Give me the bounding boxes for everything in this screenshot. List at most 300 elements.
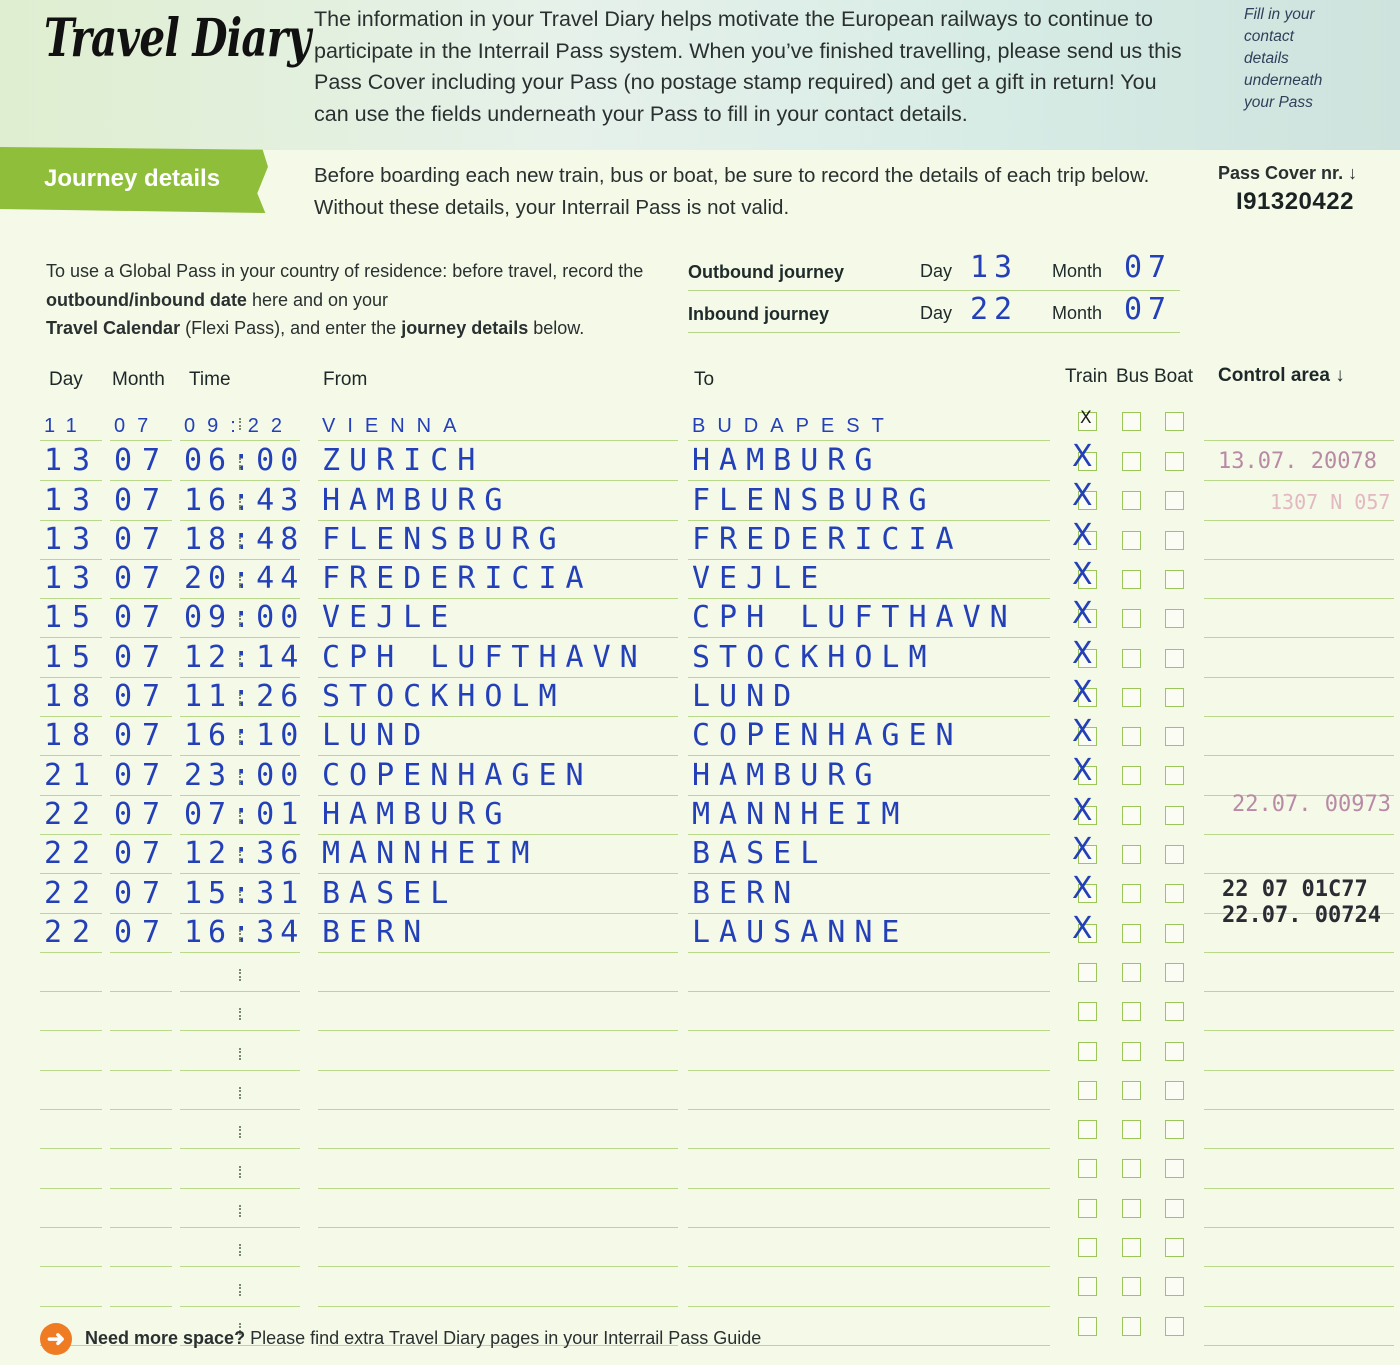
to-cell[interactable] xyxy=(688,1031,1050,1071)
table-row xyxy=(40,556,1400,599)
table-row xyxy=(40,714,1400,756)
boat-checkbox[interactable] xyxy=(1165,884,1184,903)
day-cell[interactable] xyxy=(40,952,102,992)
fill-note-line: your Pass xyxy=(1244,94,1313,111)
time-cell[interactable] xyxy=(180,638,305,678)
day-cell[interactable] xyxy=(40,480,102,520)
control-area-cell xyxy=(1204,1031,1394,1071)
from-value: STOCKHOLM xyxy=(322,679,566,715)
from-cell[interactable] xyxy=(318,1070,678,1110)
time-value: 18:48 xyxy=(184,521,305,557)
month-label: Month xyxy=(1052,261,1103,281)
day-label: Day xyxy=(920,261,953,281)
from-cell[interactable] xyxy=(318,913,678,953)
global-pass-note xyxy=(46,257,646,343)
month-value: 07 xyxy=(114,757,171,793)
boat-checkbox[interactable] xyxy=(1165,1277,1184,1296)
to-value: HAMBURG xyxy=(692,757,882,793)
month-value: 07 xyxy=(114,415,161,438)
note-text: (Flexi Pass), and enter the xyxy=(180,318,402,338)
pass-cover-number: I91320422 xyxy=(1236,188,1354,215)
to-cell[interactable] xyxy=(688,677,1050,717)
to-value: LUND xyxy=(692,679,801,715)
note-bold: journey details xyxy=(401,318,529,338)
day-value: 13 xyxy=(44,521,101,557)
time-value: 11:26 xyxy=(184,679,305,715)
time-cell[interactable] xyxy=(180,520,305,560)
time-cell[interactable] xyxy=(180,677,305,717)
from-cell[interactable] xyxy=(318,1266,678,1306)
month-value: 07 xyxy=(114,679,171,715)
train-check-mark: X xyxy=(1072,753,1093,789)
train-checkbox[interactable] xyxy=(1078,963,1097,982)
note-text: To use a Global Pass in your country of residence: before travel, record the xyxy=(46,261,644,281)
from-cell[interactable] xyxy=(318,1109,678,1149)
day-cell[interactable] xyxy=(40,401,102,441)
to-value: LAUSANNE xyxy=(692,914,909,950)
month-cell[interactable] xyxy=(110,755,172,795)
control-area-cell xyxy=(1204,677,1394,717)
table-row xyxy=(40,832,1400,874)
inbound-day-field[interactable]: 22 xyxy=(970,292,1019,327)
train-checkbox[interactable] xyxy=(1078,1120,1097,1139)
time-cell[interactable] xyxy=(180,1227,300,1267)
bus-checkbox[interactable] xyxy=(1122,727,1141,746)
boat-checkbox[interactable] xyxy=(1165,412,1184,431)
empty-row xyxy=(40,1267,1400,1306)
boat-checkbox[interactable] xyxy=(1165,570,1184,589)
bus-checkbox[interactable] xyxy=(1122,1199,1141,1218)
day-cell[interactable] xyxy=(40,1109,102,1149)
from-cell[interactable] xyxy=(318,1148,678,1188)
bus-checkbox[interactable] xyxy=(1122,1238,1141,1257)
arrow-right-icon: ➜ xyxy=(40,1323,72,1355)
time-cell[interactable] xyxy=(180,598,305,638)
from-cell[interactable] xyxy=(318,520,678,560)
empty-row xyxy=(40,1110,1400,1149)
train-check-mark: X xyxy=(1072,910,1093,946)
month-cell[interactable] xyxy=(110,795,172,835)
boat-checkbox[interactable] xyxy=(1165,1042,1184,1061)
intro-text: The information in your Travel Diary helps motivate the European railways to continue to participate in the Interrail Pass system. When you’ve finished travelling, please send us this Pass Cover including your Pass (no postage stamp required) and get a gift in return! You can use the fields underneath your Pass to fill in your contact details. xyxy=(314,7,1182,126)
month-cell[interactable] xyxy=(110,559,172,599)
to-cell[interactable] xyxy=(688,559,1050,599)
from-cell[interactable] xyxy=(318,401,678,441)
inbound-month-field[interactable]: 07 xyxy=(1124,292,1173,327)
month-cell[interactable] xyxy=(110,480,172,520)
train-check-mark: X xyxy=(1072,714,1093,750)
outbound-day-field[interactable]: 13 xyxy=(970,250,1019,285)
to-cell[interactable] xyxy=(688,598,1050,638)
time-cell[interactable] xyxy=(180,952,300,992)
bus-checkbox[interactable] xyxy=(1122,452,1141,471)
from-value: BERN xyxy=(322,914,431,950)
month-cell[interactable] xyxy=(110,716,172,756)
month-cell[interactable] xyxy=(110,1031,172,1071)
col-bus: Bus xyxy=(1116,366,1149,387)
to-value: COPENHAGEN xyxy=(692,718,963,754)
from-cell[interactable] xyxy=(318,480,678,520)
from-cell[interactable] xyxy=(318,598,678,638)
table-row xyxy=(40,517,1400,560)
day-cell[interactable] xyxy=(40,598,102,638)
to-cell[interactable] xyxy=(688,1070,1050,1110)
to-value: FREDERICIA xyxy=(692,521,963,557)
day-cell[interactable] xyxy=(40,873,102,913)
time-cell[interactable] xyxy=(180,716,305,756)
bus-checkbox[interactable] xyxy=(1122,924,1141,943)
bus-checkbox[interactable] xyxy=(1122,845,1141,864)
col-control-area: Control area ↓ xyxy=(1218,365,1345,386)
bus-checkbox[interactable] xyxy=(1122,1317,1141,1336)
time-value: 16:34 xyxy=(184,914,305,950)
time-cell[interactable] xyxy=(180,480,305,520)
empty-row xyxy=(40,953,1400,992)
from-value: CPH LUFTHAVN xyxy=(322,639,647,675)
time-cell[interactable] xyxy=(180,559,305,599)
control-stamp: 13.07. 20078 xyxy=(1218,449,1377,474)
day-cell[interactable] xyxy=(40,1148,102,1188)
train-check-mark: X xyxy=(1072,674,1093,710)
to-value: BUDAPEST xyxy=(692,415,896,438)
from-cell[interactable] xyxy=(318,755,678,795)
to-cell[interactable] xyxy=(688,873,1050,913)
boat-checkbox[interactable] xyxy=(1165,766,1184,785)
train-checkbox[interactable] xyxy=(1078,1159,1097,1178)
train-checkbox[interactable] xyxy=(1078,1238,1097,1257)
table-row xyxy=(40,674,1400,717)
empty-row xyxy=(40,1071,1400,1110)
to-value: BASEL xyxy=(692,836,828,872)
day-value: 22 xyxy=(44,914,101,950)
train-check-mark: X xyxy=(1072,832,1093,867)
to-cell[interactable] xyxy=(688,401,1050,441)
month-cell[interactable] xyxy=(110,1227,172,1267)
footer-note xyxy=(85,1328,761,1349)
time-cell[interactable] xyxy=(180,1070,300,1110)
bus-checkbox[interactable] xyxy=(1122,570,1141,589)
bus-checkbox[interactable] xyxy=(1122,963,1141,982)
to-value: FLENSBURG xyxy=(692,482,936,518)
day-value: 13 xyxy=(44,443,101,479)
time-cell[interactable] xyxy=(180,913,305,953)
to-cell[interactable] xyxy=(688,1109,1050,1149)
from-cell[interactable] xyxy=(318,873,678,913)
month-value: 07 xyxy=(114,561,171,597)
bus-checkbox[interactable] xyxy=(1122,531,1141,550)
boat-checkbox[interactable] xyxy=(1165,845,1184,864)
month-cell[interactable] xyxy=(110,952,172,992)
time-value: 16:43 xyxy=(184,482,305,518)
to-cell[interactable] xyxy=(688,795,1050,835)
control-area-cell xyxy=(1204,1306,1394,1346)
boat-checkbox[interactable] xyxy=(1165,1002,1184,1021)
table-row xyxy=(40,910,1400,953)
month-cell[interactable] xyxy=(110,638,172,678)
time-cell[interactable] xyxy=(180,873,305,913)
fill-note-line: details xyxy=(1244,50,1289,67)
boat-checkbox[interactable] xyxy=(1165,963,1184,982)
to-value: MANNHEIM xyxy=(692,796,909,832)
from-value: FREDERICIA xyxy=(322,561,593,597)
bus-checkbox[interactable] xyxy=(1122,1002,1141,1021)
boat-checkbox[interactable] xyxy=(1165,727,1184,746)
to-value: STOCKHOLM xyxy=(692,639,936,675)
boat-checkbox[interactable] xyxy=(1165,491,1184,510)
empty-row xyxy=(40,992,1400,1031)
month-value: 07 xyxy=(114,914,171,950)
time-cell[interactable] xyxy=(180,834,305,874)
boat-checkbox[interactable] xyxy=(1165,1159,1184,1178)
month-cell[interactable] xyxy=(110,677,172,717)
day-cell[interactable] xyxy=(40,795,102,835)
month-value: 07 xyxy=(114,639,171,675)
from-value: VIENNA xyxy=(322,415,469,438)
bus-checkbox[interactable] xyxy=(1122,1042,1141,1061)
from-cell[interactable] xyxy=(318,677,678,717)
day-cell[interactable] xyxy=(40,1227,102,1267)
day-cell[interactable] xyxy=(40,716,102,756)
to-cell[interactable] xyxy=(688,834,1050,874)
train-checkbox[interactable] xyxy=(1078,1042,1097,1061)
day-cell[interactable] xyxy=(40,441,102,481)
to-cell[interactable] xyxy=(688,913,1050,953)
table-row xyxy=(40,439,1400,481)
month-cell[interactable] xyxy=(110,441,172,481)
to-cell[interactable] xyxy=(688,638,1050,678)
time-value: 09:22 xyxy=(184,415,295,438)
outbound-label: Outbound journey xyxy=(688,262,844,282)
from-value: BASEL xyxy=(322,875,458,911)
col-to: To xyxy=(694,369,715,390)
day-cell[interactable] xyxy=(40,913,102,953)
control-stamp: 22 07 01C77 xyxy=(1222,877,1368,902)
month-cell[interactable] xyxy=(110,1148,172,1188)
pass-cover-label: Pass Cover nr. ↓ xyxy=(1218,163,1358,183)
from-cell[interactable] xyxy=(318,441,678,481)
day-value: 18 xyxy=(44,718,101,754)
boat-checkbox[interactable] xyxy=(1165,452,1184,471)
month-value: 07 xyxy=(114,836,171,872)
from-cell[interactable] xyxy=(318,716,678,756)
day-cell[interactable] xyxy=(40,1070,102,1110)
bus-checkbox[interactable] xyxy=(1122,884,1141,903)
boat-checkbox[interactable] xyxy=(1165,649,1184,668)
boat-checkbox[interactable] xyxy=(1165,688,1184,707)
boarding-note: Before boarding each new train, bus or boat, be sure to record the details of each trip below. Without these details, your Interrail Pass is not valid. xyxy=(314,164,1150,219)
month-cell[interactable] xyxy=(110,1266,172,1306)
control-area-cell xyxy=(1204,1070,1394,1110)
time-value: 15:31 xyxy=(184,875,305,911)
to-cell[interactable] xyxy=(688,755,1050,795)
fill-note-line: Fill in your xyxy=(1244,6,1315,23)
to-value: CPH LUFTHAVN xyxy=(692,600,1017,636)
time-cell[interactable] xyxy=(180,795,305,835)
to-cell[interactable] xyxy=(688,480,1050,520)
day-cell[interactable] xyxy=(40,991,102,1031)
to-cell[interactable] xyxy=(688,952,1050,992)
bus-checkbox[interactable] xyxy=(1122,491,1141,510)
bus-checkbox[interactable] xyxy=(1122,766,1141,785)
to-cell[interactable] xyxy=(688,991,1050,1031)
from-cell[interactable] xyxy=(318,1188,678,1228)
day-value: 15 xyxy=(44,639,101,675)
day-cell[interactable] xyxy=(40,1031,102,1071)
boat-checkbox[interactable] xyxy=(1165,609,1184,628)
day-cell[interactable] xyxy=(40,638,102,678)
train-check-mark: X xyxy=(1072,478,1093,514)
empty-row xyxy=(40,1032,1400,1071)
outbound-journey-row xyxy=(688,250,1180,291)
day-value: 22 xyxy=(44,836,101,872)
from-cell[interactable] xyxy=(318,795,678,835)
boat-checkbox[interactable] xyxy=(1165,806,1184,825)
time-cell[interactable] xyxy=(180,441,305,481)
control-area-cell xyxy=(1204,755,1394,795)
bus-checkbox[interactable] xyxy=(1122,1081,1141,1100)
to-cell[interactable] xyxy=(688,1148,1050,1188)
empty-row xyxy=(40,1189,1400,1228)
control-area-cell xyxy=(1204,991,1394,1031)
time-cell[interactable] xyxy=(180,1148,300,1188)
month-cell[interactable] xyxy=(110,1109,172,1149)
day-value: 18 xyxy=(44,679,101,715)
table-row xyxy=(40,871,1400,913)
boat-checkbox[interactable] xyxy=(1165,1081,1184,1100)
month-label: Month xyxy=(1052,303,1103,323)
to-cell[interactable] xyxy=(688,1188,1050,1228)
boat-checkbox[interactable] xyxy=(1165,924,1184,943)
control-area-cell xyxy=(1204,1266,1394,1306)
train-checkbox[interactable] xyxy=(1078,1199,1097,1218)
col-train: Train xyxy=(1065,366,1108,387)
train-checkbox[interactable] xyxy=(1078,1081,1097,1100)
bus-checkbox[interactable] xyxy=(1122,1159,1141,1178)
day-cell[interactable] xyxy=(40,520,102,560)
page-title: Travel Diary xyxy=(44,8,311,69)
bus-checkbox[interactable] xyxy=(1122,412,1141,431)
boat-checkbox[interactable] xyxy=(1165,1120,1184,1139)
empty-row xyxy=(40,1149,1400,1188)
month-cell[interactable] xyxy=(110,520,172,560)
train-check-mark: X xyxy=(1072,556,1093,592)
bus-checkbox[interactable] xyxy=(1122,609,1141,628)
month-cell[interactable] xyxy=(110,401,172,441)
from-cell[interactable] xyxy=(318,1227,678,1267)
note-bold: Travel Calendar xyxy=(46,318,181,338)
to-cell[interactable] xyxy=(688,716,1050,756)
train-checkbox[interactable] xyxy=(1078,1317,1097,1336)
control-area-cell xyxy=(1204,716,1394,756)
to-cell[interactable] xyxy=(688,520,1050,560)
time-cell[interactable] xyxy=(180,1109,300,1149)
time-cell[interactable] xyxy=(180,401,300,441)
to-value: VEJLE xyxy=(692,561,828,597)
footer-text: Please find extra Travel Diary pages in your Interrail Pass Guide xyxy=(245,1328,762,1348)
journey-details-label: Journey details xyxy=(44,165,221,192)
bus-checkbox[interactable] xyxy=(1122,649,1141,668)
time-cell[interactable] xyxy=(180,991,300,1031)
fill-note xyxy=(1244,4,1384,114)
time-cell[interactable] xyxy=(180,1188,300,1228)
col-boat: Boat xyxy=(1154,366,1194,387)
example-row xyxy=(40,402,1400,441)
bus-checkbox[interactable] xyxy=(1122,688,1141,707)
month-cell[interactable] xyxy=(110,1188,172,1228)
boat-checkbox[interactable] xyxy=(1165,1317,1184,1336)
day-cell[interactable] xyxy=(40,1266,102,1306)
month-cell[interactable] xyxy=(110,1070,172,1110)
month-cell[interactable] xyxy=(110,598,172,638)
time-cell[interactable] xyxy=(180,1266,300,1306)
day-value: 13 xyxy=(44,482,101,518)
month-cell[interactable] xyxy=(110,913,172,953)
control-stamp: 22.07. 00724 xyxy=(1222,903,1381,928)
from-cell[interactable] xyxy=(318,991,678,1031)
to-value: HAMBURG xyxy=(692,443,882,479)
footer-bold: Need more space? xyxy=(85,1328,246,1348)
day-cell[interactable] xyxy=(40,677,102,717)
month-cell[interactable] xyxy=(110,991,172,1031)
outbound-month-field[interactable]: 07 xyxy=(1124,250,1173,285)
control-area-cell xyxy=(1204,401,1394,441)
control-area-cell xyxy=(1204,520,1394,560)
month-cell[interactable] xyxy=(110,834,172,874)
from-cell[interactable] xyxy=(318,1031,678,1071)
from-value: FLENSBURG xyxy=(322,521,566,557)
time-value: 23:00 xyxy=(184,757,305,793)
bus-checkbox[interactable] xyxy=(1122,806,1141,825)
col-day: Day xyxy=(49,369,83,390)
day-cell[interactable] xyxy=(40,559,102,599)
table-row xyxy=(40,596,1400,638)
day-cell[interactable] xyxy=(40,834,102,874)
to-cell[interactable] xyxy=(688,441,1050,481)
time-cell[interactable] xyxy=(180,1031,300,1071)
time-cell[interactable] xyxy=(180,755,305,795)
from-cell[interactable] xyxy=(318,638,678,678)
day-cell[interactable] xyxy=(40,1188,102,1228)
day-value: 22 xyxy=(44,796,101,832)
control-area-cell xyxy=(1204,952,1394,992)
fill-note-line: underneath xyxy=(1244,72,1323,89)
boat-checkbox[interactable] xyxy=(1165,531,1184,550)
time-value: 06:00 xyxy=(184,443,305,479)
to-cell[interactable] xyxy=(688,1266,1050,1306)
bus-checkbox[interactable] xyxy=(1122,1120,1141,1139)
train-check-mark: X xyxy=(1072,439,1093,474)
month-cell[interactable] xyxy=(110,873,172,913)
boat-checkbox[interactable] xyxy=(1165,1238,1184,1257)
boat-checkbox[interactable] xyxy=(1165,1199,1184,1218)
bus-checkbox[interactable] xyxy=(1122,1277,1141,1296)
day-value: 21 xyxy=(44,757,101,793)
from-cell[interactable] xyxy=(318,952,678,992)
day-value: 22 xyxy=(44,875,101,911)
control-area-cell xyxy=(1204,834,1394,874)
train-checkbox[interactable] xyxy=(1078,1002,1097,1021)
col-time: Time xyxy=(189,369,231,390)
time-value: 12:14 xyxy=(184,639,305,675)
day-label: Day xyxy=(920,303,953,323)
train-checkbox[interactable] xyxy=(1078,1277,1097,1296)
day-cell[interactable] xyxy=(40,755,102,795)
month-value: 07 xyxy=(114,796,171,832)
from-cell[interactable] xyxy=(318,834,678,874)
from-value: ZURICH xyxy=(322,443,485,479)
from-cell[interactable] xyxy=(318,559,678,599)
to-cell[interactable] xyxy=(688,1227,1050,1267)
